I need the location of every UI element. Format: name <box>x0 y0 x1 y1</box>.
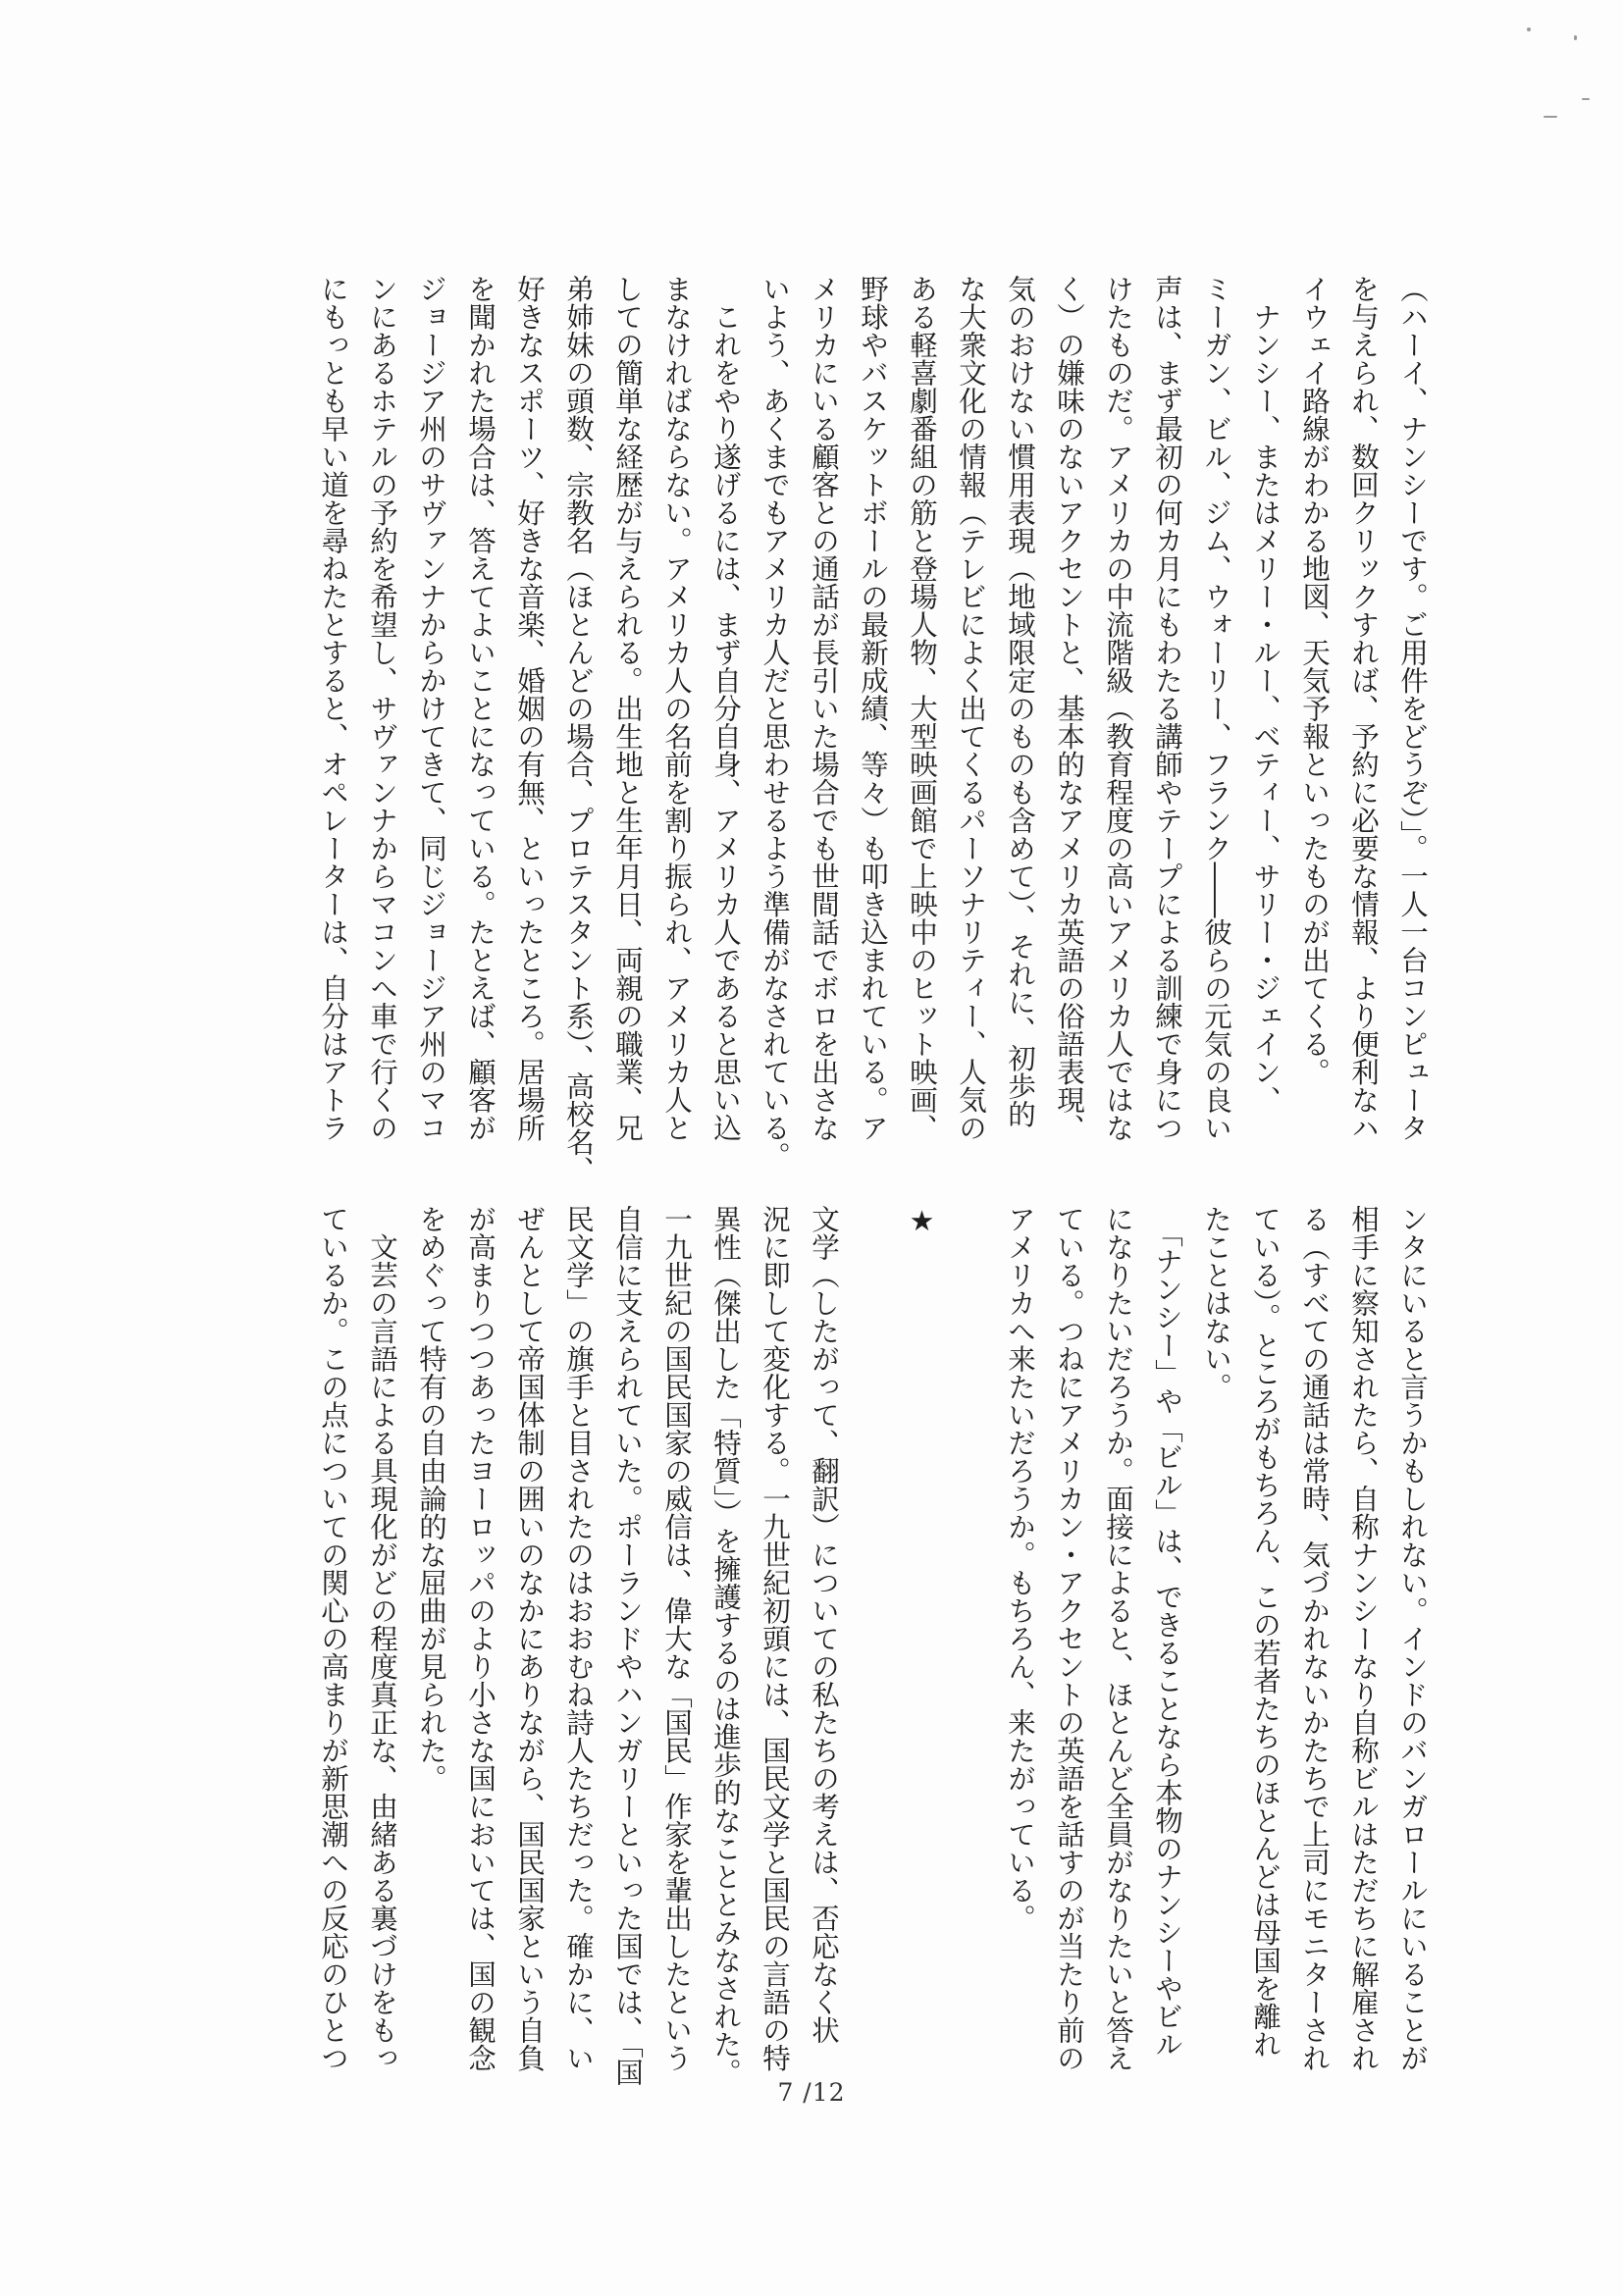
text-line: を聞かれた場合は、答えてよいことになっている。たとえば、顧客が <box>464 275 497 1142</box>
lower-text-block <box>161 1205 1437 2086</box>
text-line: 一九世紀の国民国家の威信は、偉大な「国民」作家を輩出したという <box>660 1205 693 2072</box>
text-line: ジョージア州のサヴァンナからかけてきて、同じジョージア州のマコ <box>415 275 447 1142</box>
text-line: な大衆文化の情報（テレビによく出てくるパーソナリティー、人気の <box>955 275 987 1142</box>
text-line: 野球やバスケットボールの最新成績、等々）も叩き込まれている。ア <box>857 275 889 1142</box>
text-line: 文芸の言語による具現化がどの程度真正な、由緒ある裏づけをもっ <box>366 1205 398 2072</box>
scan-speck <box>1544 116 1557 118</box>
text-line: たことはない。 <box>1200 1205 1232 1401</box>
text-line: をめぐって特有の自由論的な屈曲が見られた。 <box>415 1205 447 1793</box>
text-line: 民文学」の旗手と目されたのはおおむね詩人たちだった。確かに、い <box>562 1205 595 2072</box>
upper-text-block <box>161 275 1437 1184</box>
text-line: ている。つねにアメリカン・アクセントの英語を話すのが当たり前の <box>1053 1205 1085 2072</box>
text-line: 気のおけない慣用表現（地域限定のものも含めて）、それに、初歩的 <box>1004 275 1036 1128</box>
text-line: アメリカへ来たいだろうか。もちろん、来たがっている。 <box>1004 1205 1036 1932</box>
text-line: まなければならない。アメリカ人の名前を割り振られ、アメリカ人と <box>660 275 693 1142</box>
text-line: （ハーイ、ナンシーです。ご用件をどうぞ）」。一人一台コンピュータ <box>1396 275 1429 1142</box>
text-line: ンにあるホテルの予約を希望し、サヴァンナからマコンへ車で行くの <box>366 275 398 1142</box>
text-line: が高まりつつあったヨーロッパのより小さな国においては、国の観念 <box>464 1205 497 2072</box>
text-line: いよう、あくまでもアメリカ人だと思わせるよう準備がなされている。 <box>759 275 791 1170</box>
text-line: 況に即して変化する。一九世紀初頭には、国民文学と国民の言語の特 <box>759 1205 791 2072</box>
text-line: けたものだ。アメリカの中流階級（教育程度の高いアメリカ人ではな <box>1102 275 1134 1142</box>
text-line: にもっとも早い道を尋ねたとすると、オペレーターは、自分はアトラ <box>317 275 349 1142</box>
blank-line <box>848 1205 897 2000</box>
text-line: る（すべての通話は常時、気づかれないかたちで上司にモニターされ <box>1298 1205 1331 2072</box>
text-line: ぜんとして帝国体制の囲いのなかにありながら、国民国家という自負 <box>513 1205 546 2072</box>
text-line: 文学（したがって、翻訳）についての私たちの考えは、否応なく状 <box>808 1205 840 2044</box>
text-line: く）の嫌味のないアクセントと、基本的なアメリカ英語の俗語表現、 <box>1053 275 1085 1142</box>
text-line: ナンシー、またはメリー・ルー、ベティー、サリー・ジェイン、 <box>1249 275 1282 1114</box>
text-line: ンタにいると言うかもしれない。インドのバンガロールにいることが <box>1396 1205 1429 2072</box>
text-line: ミーガン、ビル、ジム、ウォーリー、フランク――彼らの元気の良い <box>1200 275 1232 1142</box>
scan-speck <box>1527 27 1531 31</box>
section-break-star: ★ <box>906 1205 938 1237</box>
text-line: を与えられ、数回クリックすれば、予約に必要な情報、より便利なハ <box>1347 275 1380 1142</box>
text-line: 相手に察知されたら、自称ナンシーなり自称ビルはただちに解雇され <box>1347 1205 1380 2072</box>
text-line: ある軽喜劇番組の筋と登場人物、大型映画館で上映中のヒット映画、 <box>906 275 938 1142</box>
scan-speck <box>1574 35 1577 40</box>
text-line: になりたいだろうか。面接によると、ほとんど全員がなりたいと答え <box>1102 1205 1134 2072</box>
text-line: メリカにいる顧客との通話が長引いた場合でも世間話でボロを出さな <box>808 275 840 1142</box>
text-line: 好きなスポーツ、好きな音楽、婚姻の有無、といったところ。居場所 <box>513 275 546 1142</box>
text-line: 「ナンシー」や「ビル」は、できることなら本物のナンシーやビル <box>1151 1205 1183 2059</box>
text-line: ている）。ところがもちろん、この若者たちのほとんどは母国を離れ <box>1249 1205 1282 2059</box>
text-line: ているか。この点についての関心の高まりが新思潮への反応のひとつ <box>317 1205 349 2072</box>
scan-speck <box>1582 98 1590 100</box>
text-line: 弟姉妹の頭数、宗教名（ほとんどの場合、プロテスタント系）、高校名、 <box>562 275 595 1184</box>
text-line: 異性（傑出した「特質」）を擁護するのは進歩的なこととみなされた。 <box>709 1205 742 2086</box>
text-line: しての簡単な経歴が与えられる。出生地と生年月日、両親の職業、兄 <box>611 275 644 1142</box>
text-line: 自信に支えられていた。ポーランドやハンガリーといった国では、「国 <box>611 1205 644 2086</box>
page-number: 7 /12 <box>777 2078 846 2107</box>
text-line: これをやり遂げるには、まず自分自身、アメリカ人であると思い込 <box>709 275 742 1142</box>
text-line: 声は、まず最初の何カ月にもわたる講師やテープによる訓練で身につ <box>1151 275 1183 1142</box>
blank-line <box>946 1205 995 2000</box>
text-line: イウェイ路線がわかる地図、天気予報といったものが出てくる。 <box>1298 275 1331 1086</box>
